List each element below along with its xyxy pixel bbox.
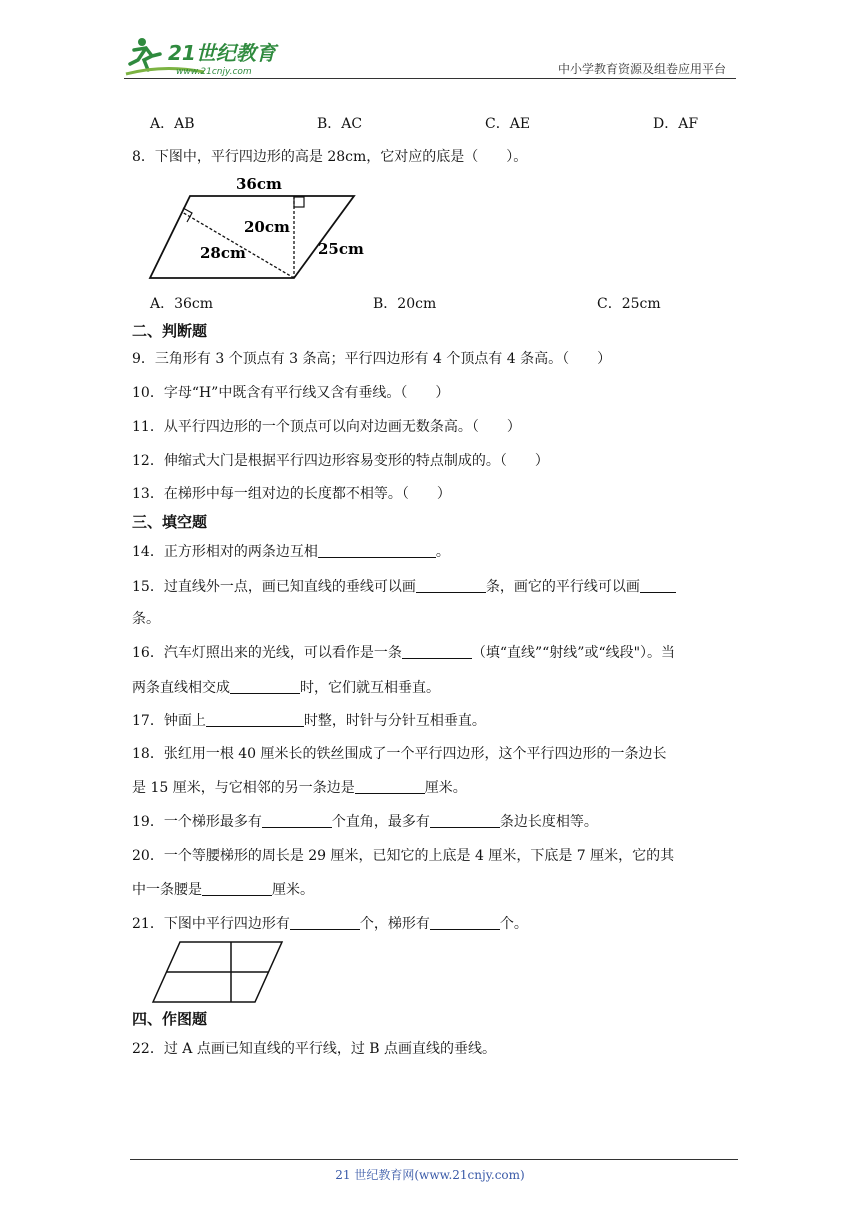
header-divider [124, 78, 736, 79]
q8-parallelogram-figure [140, 170, 380, 285]
q17-blank[interactable] [206, 712, 304, 727]
q14-end: 。 [435, 544, 450, 560]
q21-text-2: 个，梯形有 [359, 916, 430, 932]
q20-text-2: 中一条腰是 [132, 882, 202, 898]
q7-option-c: C．AE [485, 116, 531, 132]
q18-text-2: 是 15 厘米，与它相邻的另一条边是 [132, 780, 355, 796]
q21-text: 21．下图中平行四边形有 [132, 916, 290, 932]
q17 [132, 710, 486, 730]
fig-label-side: 25cm [318, 240, 364, 258]
q11: 11．从平行四边形的一个顶点可以向对边画无数条高。（ ） [132, 419, 521, 435]
q20-cont [132, 879, 314, 899]
q19-text: 19．一个梯形最多有 [132, 814, 262, 830]
q19 [132, 811, 598, 831]
q8-stem: 8．下图中，平行四边形的高是 28cm，它对应的底是（ ）。 [132, 149, 528, 165]
q19-blank-2[interactable] [430, 813, 500, 828]
logo-text: 21世纪教育 [168, 41, 276, 65]
q16-text-2: （填“直线”“射线”或“线段"）。当 [471, 645, 676, 661]
q14-blank[interactable] [318, 543, 436, 558]
fig-label-top: 36cm [236, 175, 282, 193]
q10: 10．字母“H”中既含有平行线又含有垂线。（ ） [132, 385, 450, 401]
q15-text-2: 条，画它的平行线可以画 [485, 579, 640, 595]
section-draw-title: 四、作图题 [132, 1010, 208, 1028]
q18: 18．张红用一根 40 厘米长的铁丝围成了一个平行四边形，这个平行四边形的一条边长 [132, 746, 667, 762]
q16-blank-2[interactable] [230, 679, 300, 694]
q7-option-d: D．AF [653, 116, 699, 132]
q21-text-3: 个。 [499, 916, 528, 932]
section-fill-title: 三、填空题 [132, 513, 208, 531]
q21 [132, 913, 528, 933]
q9: 9．三角形有 3 个顶点有 3 条高；平行四边形有 4 个顶点有 4 条高。（ ） [132, 351, 612, 367]
q21-blank-1[interactable] [290, 915, 360, 930]
q16-cont [132, 677, 440, 697]
q22: 22．过 A 点画已知直线的平行线，过 B 点画直线的垂线。 [132, 1041, 497, 1057]
q16-text-3: 两条直线相交成 [132, 680, 230, 696]
q12: 12．伸缩式大门是根据平行四边形容易变形的特点制成的。（ ） [132, 453, 549, 469]
q18-text-3: 厘米。 [424, 780, 467, 796]
q18-cont [132, 777, 467, 797]
q16-text-4: 时，它们就互相垂直。 [300, 680, 440, 696]
q20: 20．一个等腰梯形的周长是 29 厘米，已知它的上底是 4 厘米，下底是 7 厘米，它的其 [132, 848, 675, 864]
q17-text: 17．钟面上 [132, 713, 206, 729]
q20-text-3: 厘米。 [272, 882, 314, 898]
q15 [132, 576, 676, 596]
q17-text-2: 时整，时针与分针互相垂直。 [303, 713, 486, 729]
header-platform: 中小学教育资源及组卷应用平台 [557, 62, 726, 76]
q8-option-a: A．36cm [150, 296, 214, 312]
q16-text: 16．汽车灯照出来的光线，可以看作是一条 [132, 645, 402, 661]
q15-cont: 条。 [132, 611, 160, 627]
section-judge-title: 二、判断题 [132, 322, 208, 340]
q19-text-2: 个直角，最多有 [331, 814, 430, 830]
q14-text: 14．正方形相对的两条边互相 [132, 544, 318, 560]
q7-option-a: A．AB [150, 116, 195, 132]
q18-blank[interactable] [355, 779, 425, 794]
q16 [132, 642, 675, 662]
fig-label-height-slant: 28cm [200, 244, 246, 262]
q14 [132, 541, 450, 561]
q19-blank-1[interactable] [262, 813, 332, 828]
footer-text: 21 世纪教育网(www.21cnjy.com) [335, 1168, 525, 1182]
fig-label-height-vertical: 20cm [244, 218, 290, 236]
q7-option-b: B．AC [317, 116, 363, 132]
q15-blank-1[interactable] [416, 578, 486, 593]
q20-blank[interactable] [202, 881, 272, 896]
q8-option-b: B．20cm [373, 296, 437, 312]
q8-option-c: C．25cm [597, 296, 661, 312]
footer-divider [130, 1159, 738, 1160]
q15-blank-2[interactable] [640, 578, 676, 593]
logo-url: www.21cnjy.com [176, 67, 252, 77]
q13: 13．在梯形中每一组对边的长度都不相等。（ ） [132, 486, 451, 502]
q19-text-3: 条边长度相等。 [499, 814, 598, 830]
q21-figure [148, 938, 288, 1006]
q16-blank-1[interactable] [402, 644, 472, 659]
q21-blank-2[interactable] [430, 915, 500, 930]
site-logo [124, 34, 294, 80]
q15-text: 15．过直线外一点，画已知直线的垂线可以画 [132, 579, 416, 595]
